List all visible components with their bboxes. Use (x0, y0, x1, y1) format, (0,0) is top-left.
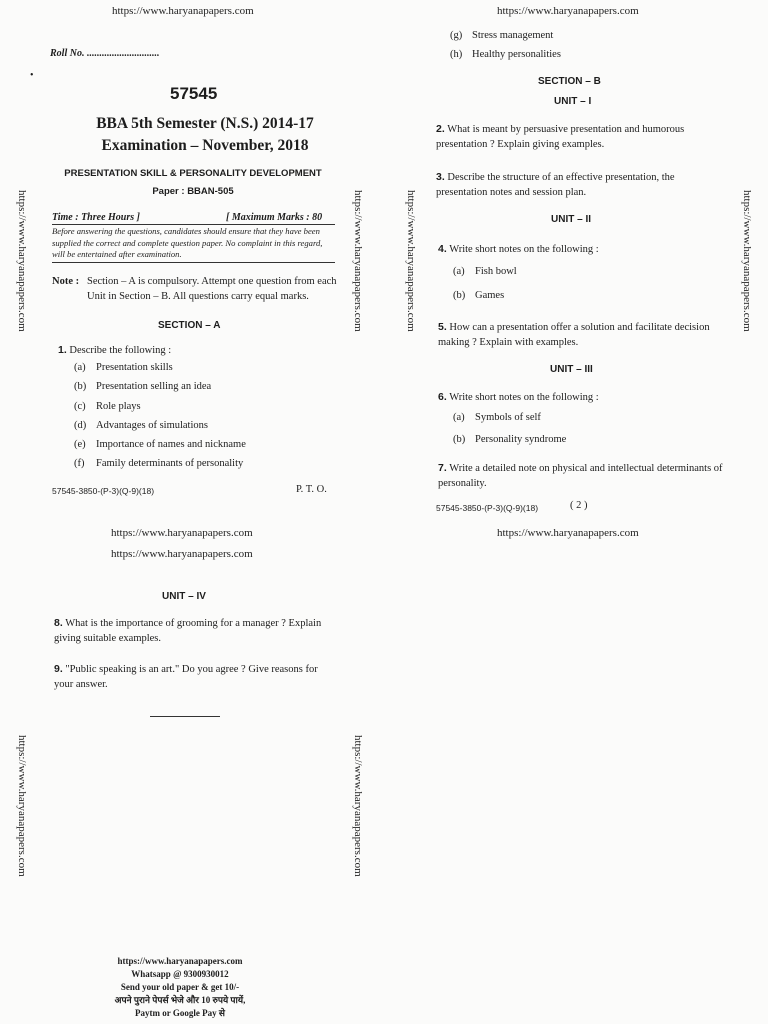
unit-4-heading: UNIT – IV (162, 591, 206, 602)
time-label: Time : Three Hours ] (52, 212, 140, 223)
paper-name: Paper : BBAN-505 (152, 186, 234, 197)
question-4: 4. Write short notes on the following : (438, 243, 599, 255)
roll-no: Roll No. ............................. (50, 48, 160, 59)
q1-number: 1. (58, 344, 67, 356)
side-url-mid-1: https://www.haryanapapers.com (352, 190, 364, 332)
list-item: (d) Advantages of simulations (74, 419, 208, 431)
list-item: (b) Games (453, 290, 505, 301)
list-item: (g) Stress management (450, 30, 554, 41)
mid-left-url-2: https://www.haryanapapers.com (111, 548, 253, 560)
unit-3-heading: UNIT – III (550, 364, 593, 375)
subject-title: PRESENTATION SKILL & PERSONALITY DEVELOPMENT (64, 168, 322, 179)
page2-code: 57545-3850-(P-3)(Q-9)(18) (436, 503, 539, 513)
list-item: (f) Family determinants of personality (74, 458, 244, 470)
section-a-heading: SECTION – A (158, 320, 221, 331)
footer-block (60, 955, 300, 1020)
question-5: 5. How can a presentation offer a solution and facilitate decision making ? Explain with examples. (438, 321, 710, 348)
page1-code: 57545-3850-(P-3)(Q-9)(18) (52, 486, 155, 496)
list-item: (h) Healthy personalities (450, 49, 561, 61)
max-marks: [ Maximum Marks : 80 (226, 212, 323, 223)
q1-items (74, 362, 246, 478)
header-rule (52, 224, 335, 225)
question-9: 9. "Public speaking is an art." Do you agree ? Give reasons for your answer. (54, 663, 318, 690)
question-6: 6. Write short notes on the following : (438, 391, 599, 403)
footer-line: अपने पुराने पेपर्स भेजे और 10 रुपये पायें, (114, 995, 246, 1005)
q1-text: Describe the following : (69, 345, 172, 356)
footer-line: Send your old paper & get 10/- (120, 982, 240, 992)
q6-items (453, 412, 566, 456)
list-item: (a) Fish bowl (453, 266, 517, 277)
top-left-url: https://www.haryanapapers.com (112, 5, 254, 17)
side-url-mid-2: https://www.haryanapapers.com (405, 190, 417, 332)
question-8: 8. What is the importance of grooming for a manager ? Explain giving suitable examples. (54, 617, 322, 644)
list-item: (a) Presentation skills (74, 362, 173, 373)
side-url-left-2: https://www.haryanapapers.com (16, 735, 28, 877)
top-right-url: https://www.haryanapapers.com (497, 5, 639, 17)
pto: P. T. O. (296, 484, 327, 495)
footer-line: https://www.haryanapapers.com (117, 956, 243, 966)
section-b-heading: SECTION – B (538, 76, 601, 87)
instructions-rule (52, 262, 335, 263)
side-url-right-1: https://www.haryanapapers.com (741, 190, 753, 332)
note-label: Note : (52, 276, 80, 287)
question-1 (58, 343, 171, 358)
end-rule (150, 716, 220, 717)
side-url-mid-3: https://www.haryanapapers.com (352, 735, 364, 877)
stray-mark: • (30, 70, 34, 81)
unit-1-heading: UNIT – I (554, 96, 592, 107)
list-item: (b) Presentation selling an idea (74, 381, 212, 393)
side-url-left-1: https://www.haryanapapers.com (16, 190, 28, 332)
list-item: (a) Symbols of self (453, 412, 541, 423)
q1-continued (450, 30, 561, 69)
question-3: 3. Describe the structure of an effective presentation, the presentation notes and session plan. (436, 171, 675, 198)
list-item: (b) Personality syndrome (453, 434, 567, 445)
mid-right-url: https://www.haryanapapers.com (497, 527, 639, 539)
instructions: Before answering the questions, candidates should ensure that they have been supplied the correct and complete question paper. No complaint in this regard, will be entertained after examination. (52, 226, 323, 259)
mid-left-url-1: https://www.haryanapapers.com (111, 527, 253, 539)
page2-number: ( 2 ) (570, 500, 588, 511)
exam-title: Examination – November, 2018 (101, 137, 309, 154)
question-7: 7. Write a detailed note on physical and intellectual determinants of personality. (438, 462, 723, 489)
paper-code: 57545 (170, 84, 218, 103)
footer-line: Whatsapp @ 9300930012 (131, 969, 229, 979)
unit-2-heading: UNIT – II (551, 214, 592, 225)
list-item: (e) Importance of names and nickname (74, 439, 246, 451)
list-item: (c) Role plays (74, 400, 141, 412)
course-title: BBA 5th Semester (N.S.) 2014-17 (96, 115, 314, 132)
q4-items (453, 266, 517, 314)
note-text: Section – A is compulsory. Attempt one question from each Unit in Section – B. All questions carry equal marks. (87, 276, 337, 302)
question-2: 2. What is meant by persuasive presentation and humorous presentation ? Explain giving examples. (436, 123, 685, 150)
footer-line: Paytm or Google Pay से (135, 1008, 225, 1018)
